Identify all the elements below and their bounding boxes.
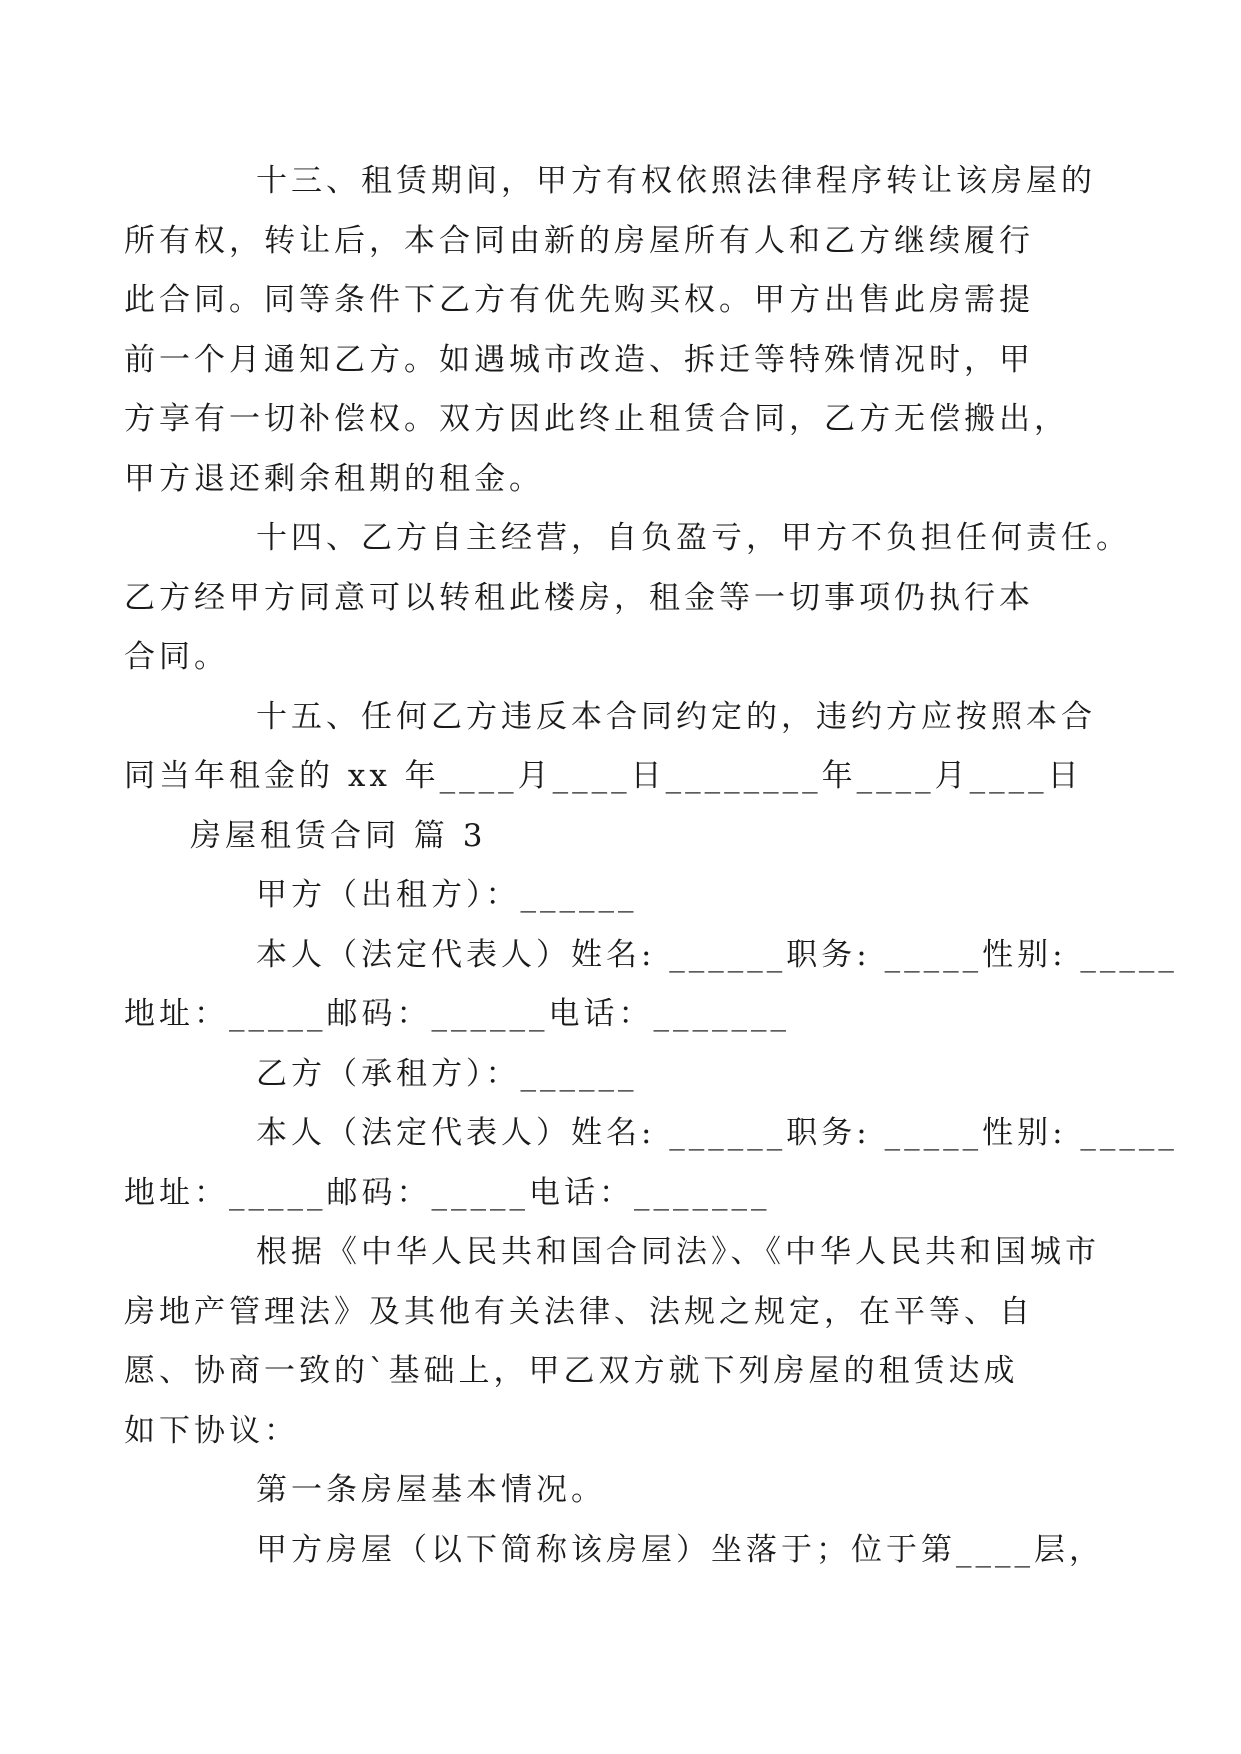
text-line: 第一条房屋基本情况。 xyxy=(256,1472,606,1508)
text-line: 愿、协商一致的`基础上，甲乙双方就下列房屋的租赁达成 xyxy=(124,1353,1019,1389)
text-line: 前一个月通知乙方。如遇城市改造、拆迁等特殊情况时，甲 xyxy=(124,341,1034,378)
clause-13-paragraph xyxy=(124,152,1096,509)
section-heading: 房屋租赁合同 篇 3 xyxy=(190,817,487,854)
text-line: 乙方（承租方）：______ xyxy=(256,1055,638,1092)
text-line: 所有权，转让后，本合同由新的房屋所有人和乙方继续履行 xyxy=(124,222,1034,259)
text-line: 本人（法定代表人）姓名: ______职务: _____性别: _____ xyxy=(256,1115,1178,1151)
text-line: 房地产管理法》及其他有关法律、法规之规定，在平等、自 xyxy=(124,1293,1034,1330)
party-a-line xyxy=(190,866,1052,926)
text-line: 十五、任何乙方违反本合同约定的，违约方应按照本合 xyxy=(256,698,1096,735)
text-line: 此合同。同等条件下乙方有优先购买权。甲方出售此房需提 xyxy=(124,282,1034,318)
text-line: 如下协议： xyxy=(124,1412,299,1449)
text-line: 地址：_____邮码：_____电话：_______ xyxy=(124,1174,771,1211)
article-1-heading xyxy=(190,1461,1052,1521)
article-1-location xyxy=(190,1521,1104,1581)
party-b-representative xyxy=(124,1104,1178,1223)
contract-title xyxy=(190,807,1052,867)
party-b-line xyxy=(190,1045,1052,1105)
text-line: 十四、乙方自主经营，自负盈亏，甲方不负担任何责任。 xyxy=(256,520,1131,556)
text-line: 同当年租金的 xx 年____月____日________年____月____日 xyxy=(124,758,1083,794)
text-line: 方享有一切补偿权。双方因此终止租赁合同，乙方无偿搬出， xyxy=(124,401,1069,437)
text-line: 根据《中华人民共和国合同法》、《中华人民共和国城市 xyxy=(256,1234,1100,1270)
text-line: 甲方（出租方）：______ xyxy=(256,877,638,913)
text-line: 本人（法定代表人）姓名: ______职务: _____性别: _____ xyxy=(256,936,1178,973)
clause-15-paragraph xyxy=(124,688,1096,807)
text-line: 合同。 xyxy=(124,639,229,675)
clause-14-paragraph xyxy=(124,509,1131,688)
text-line: 乙方经甲方同意可以转租此楼房，租金等一切事项仍执行本 xyxy=(124,579,1034,616)
document-body xyxy=(124,152,1178,1580)
text-line: 地址：_____邮码：______电话：_______ xyxy=(124,996,790,1032)
text-line: 十三、租赁期间，甲方有权依照法律程序转让该房屋的 xyxy=(256,163,1096,199)
text-line: 甲方房屋（以下简称该房屋）坐落于；位于第____层， xyxy=(256,1531,1104,1568)
preamble-paragraph xyxy=(124,1223,1100,1461)
party-a-representative xyxy=(124,926,1178,1045)
text-line: 甲方退还剩余租期的租金。 xyxy=(124,460,544,497)
